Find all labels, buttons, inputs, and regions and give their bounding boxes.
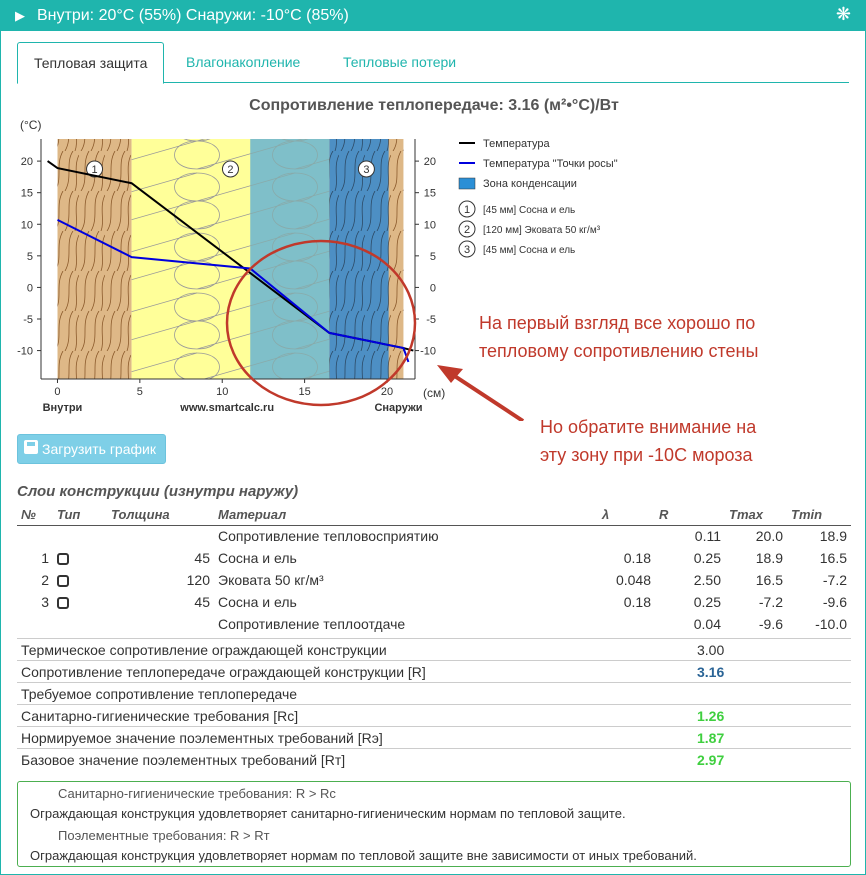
cell-r: 0.04 [693, 616, 721, 632]
layer-marker-label: 3 [363, 164, 370, 176]
summary-row [17, 683, 851, 705]
cell-mat: Сопротивление теплоотдаче [218, 616, 406, 632]
layer-marker-label: 1 [91, 164, 98, 176]
cell-mat: Сосна и ель [218, 550, 297, 566]
legend-label-temperature: Температура [483, 138, 550, 150]
legend-layer-label: [45 мм] Сосна и ель [483, 245, 576, 256]
col-tmin: Tmin [787, 504, 851, 525]
table-row [17, 591, 851, 613]
cell-tmax: 20.0 [755, 528, 783, 545]
cell-tmin: 16.5 [819, 550, 847, 566]
summary-row [17, 639, 851, 661]
summary-value [693, 683, 728, 705]
tab-heat-loss[interactable]: Тепловые потери [343, 54, 457, 70]
col-tmax: Tmax [725, 504, 787, 525]
tab-bar [17, 42, 849, 83]
summary-label: Санитарно-гигиенические требования [Rc] [17, 705, 693, 727]
cell-tmax: 16.5 [755, 572, 783, 588]
cell-lambda: 0.18 [623, 550, 651, 566]
x-tick-label: 20 [380, 386, 394, 398]
annotation-warning-line1: Но обратите внимание на [540, 417, 757, 437]
y-tick-label-left: -5 [23, 314, 33, 326]
summary-spacer [728, 683, 851, 705]
col-material: Материал [214, 504, 598, 525]
download-chart-button[interactable] [17, 434, 166, 464]
x-axis-label: (см) [423, 386, 446, 400]
col-num: № [17, 504, 53, 525]
table-row [17, 525, 851, 547]
summary-row [17, 727, 851, 749]
annotation-good-line1: На первый взгляд все хорошо по [479, 313, 756, 333]
cell-tmin: -9.6 [822, 594, 847, 610]
cell-thick: 45 [194, 550, 210, 566]
legend-label-condensation: Зона конденсации [483, 178, 577, 190]
cell-lambda [598, 525, 655, 547]
result-element-text: Ограждающая конструкция удовлетворяет нормам по тепловой защите вне зависимости от иных требований. [30, 848, 697, 863]
tab-moisture[interactable]: Влагонакопление [186, 54, 301, 70]
panel-header[interactable] [1, 1, 865, 31]
table-row [17, 613, 851, 635]
annotation-good-line2: тепловому сопротивлению стены [479, 341, 759, 361]
layer-type-checkbox[interactable] [57, 553, 69, 565]
legend-layer-id: 3 [463, 244, 471, 256]
summary-spacer [728, 705, 851, 727]
cell-tmax: -7.2 [758, 594, 783, 610]
layers-table [17, 504, 851, 635]
cell-thick [107, 613, 214, 635]
col-lambda: λ [598, 504, 655, 525]
y-tick-label-right: -10 [420, 345, 436, 358]
cell-type [53, 569, 107, 591]
col-r: R [655, 504, 725, 525]
cell-thick [107, 525, 214, 547]
cell-tmin: -10.0 [815, 616, 847, 632]
cell-n: 2 [41, 572, 49, 588]
summary-value: 3.00 [693, 639, 728, 661]
summary-row [17, 661, 851, 683]
col-type: Тип [53, 504, 107, 525]
legend-layer-label: [120 мм] Эковата 50 кг/м³ [483, 225, 601, 236]
y-tick-label-left: 0 [26, 282, 33, 295]
cell-type [53, 525, 107, 547]
summary-spacer [728, 749, 851, 771]
cell-r: 0.11 [694, 528, 721, 545]
summary-label: Базовое значение поэлементных требований [Rт] [17, 749, 693, 771]
panel-title: Внутри: 20°C (55%) Снаружи: -10°C (85%) [37, 7, 349, 24]
layer-type-checkbox[interactable] [57, 597, 69, 609]
summary-table [17, 638, 851, 771]
settings-icon[interactable]: ❋ [835, 4, 851, 24]
layer-type-checkbox[interactable] [57, 575, 69, 587]
cell-tmax: 18.9 [755, 550, 783, 566]
annotation-warning-line2: эту зону при -10С мороза [540, 445, 753, 465]
y-axis-label: (°C) [20, 118, 42, 132]
cell-type [53, 591, 107, 613]
cell-lambda [598, 613, 655, 635]
cell-n [17, 613, 53, 635]
y-tick-label-left: 20 [20, 156, 33, 169]
summary-row [17, 749, 851, 771]
summary-value: 1.87 [693, 727, 728, 749]
legend-swatch-condensation [459, 178, 475, 189]
chart-title: Сопротивление теплопередаче: 3.16 (м²•°C)/Вт [249, 97, 619, 114]
summary-spacer [728, 727, 851, 749]
cell-mat: Сосна и ель [218, 594, 297, 610]
y-tick-label-right: 20 [423, 156, 436, 169]
cell-tmax: -9.6 [758, 616, 783, 632]
result-sanitary-heading: Санитарно-гигиенические требования: R > Rc [58, 786, 336, 801]
cell-lambda: 0.18 [623, 594, 651, 610]
cell-tmin: 18.9 [819, 528, 847, 545]
x-tick-label: 15 [298, 386, 311, 398]
cell-n [17, 525, 53, 547]
cell-r: 0.25 [693, 594, 721, 610]
summary-value: 3.16 [693, 661, 728, 683]
cell-n: 1 [41, 550, 49, 566]
tab-thermal-protection[interactable]: Тепловая защита [17, 42, 164, 84]
cell-thick: 45 [194, 594, 210, 610]
summary-label: Термическое сопротивление ограждающей конструкции [17, 639, 693, 661]
summary-spacer [728, 661, 851, 683]
cell-r: 2.50 [693, 572, 721, 588]
summary-row [17, 705, 851, 727]
cell-thick: 120 [186, 572, 210, 588]
summary-label: Сопротивление теплопередаче ограждающей конструкции [R] [17, 661, 693, 683]
layers-header-row [17, 504, 851, 525]
annotation-warning [540, 413, 756, 469]
download-chart-label: Загрузить график [42, 441, 156, 457]
legend-layer-id: 2 [463, 224, 471, 236]
legend-layer-label: [45 мм] Сосна и ель [483, 205, 576, 216]
outside-label: Снаружи [374, 402, 423, 414]
layers-title: Слои конструкции (изнутри наружу) [17, 483, 299, 500]
result-box [17, 781, 851, 867]
col-thickness: Толщина [107, 504, 214, 525]
inside-label: Внутри [42, 402, 83, 414]
collapse-caret-icon[interactable]: ▶ [15, 8, 25, 23]
y-tick-label-right: 10 [423, 219, 436, 232]
summary-label: Нормируемое значение поэлементных требований [Rэ] [17, 727, 693, 749]
x-tick-label: 5 [136, 386, 143, 398]
cell-mat: Эковата 50 кг/м³ [218, 572, 324, 588]
legend-layer-id: 1 [463, 204, 471, 216]
inside-air [41, 139, 57, 379]
y-tick-label-left: -10 [17, 345, 33, 358]
legend-label-dewpoint: Температура "Точки росы" [483, 158, 618, 170]
layer-marker-label: 2 [227, 164, 234, 176]
annotation-arrow-shaft [447, 371, 523, 421]
y-tick-label-right: -5 [426, 314, 436, 326]
y-tick-label-right: 0 [429, 282, 436, 295]
cell-tmin: -7.2 [822, 572, 847, 588]
y-tick-label-left: 15 [20, 187, 33, 200]
temperature-chart [1, 111, 866, 421]
cell-r: 0.25 [693, 550, 721, 566]
table-row [17, 569, 851, 591]
result-element-heading: Поэлементные требования: R > Rт [58, 828, 270, 843]
summary-spacer [728, 639, 851, 661]
cell-type [53, 613, 107, 635]
y-tick-label-right: 5 [429, 250, 436, 263]
save-icon [24, 440, 38, 454]
site-label: www.smartcalc.ru [180, 402, 275, 414]
y-tick-label-right: 15 [423, 187, 436, 200]
y-tick-label-left: 10 [20, 219, 33, 232]
cell-mat: Сопротивление тепловосприятию [218, 528, 439, 545]
cell-lambda: 0.048 [615, 572, 651, 588]
summary-label: Требуемое сопротивление теплопередаче [17, 683, 693, 705]
cell-n: 3 [41, 594, 49, 610]
x-tick-label: 0 [54, 386, 61, 398]
summary-value: 2.97 [693, 749, 728, 771]
summary-value: 1.26 [693, 705, 728, 727]
x-tick-label: 10 [216, 386, 229, 398]
result-sanitary-text: Ограждающая конструкция удовлетворяет санитарно-гигиеническим нормам по тепловой защите. [30, 806, 626, 821]
y-tick-label-left: 5 [26, 250, 33, 263]
table-row [17, 547, 851, 569]
cell-type [53, 547, 107, 569]
annotation-good [479, 309, 758, 365]
